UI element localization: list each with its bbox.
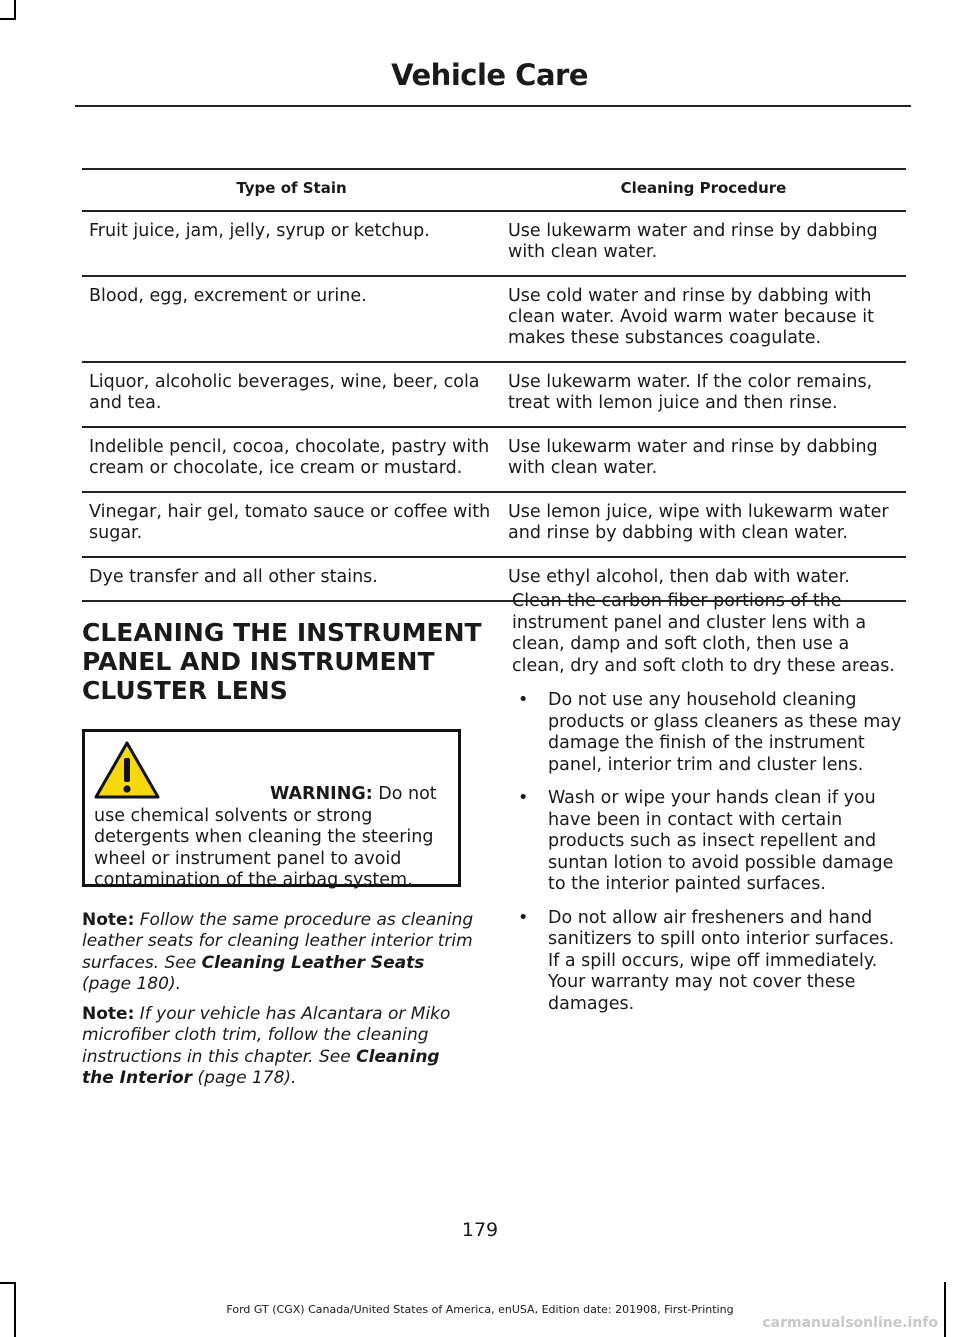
stain-type-cell: Vinegar, hair gel, tomato sauce or coffee with sugar.: [82, 492, 501, 557]
table-row: [82, 211, 906, 276]
procedure-cell: Use lemon juice, wipe with lukewarm water and rinse by dabbing with clean water.: [501, 492, 906, 557]
note-paragraph: [82, 1004, 477, 1089]
stain-type-cell: Liquor, alcoholic beverages, wine, beer, cola and tea.: [82, 362, 501, 427]
note-page-ref: (page 178).: [192, 1067, 297, 1088]
bullet-icon: •: [518, 907, 529, 928]
procedure-cell: Use lukewarm water and rinse by dabbing with clean water.: [501, 427, 906, 492]
intro-paragraph: Clean the carbon fiber portions of the instrument panel and cluster lens with a clean, damp and soft cloth, then use a clean, dry and soft cloth to dry these areas.: [512, 591, 895, 676]
note-text: If your vehicle has Alcantara or Miko microfiber cloth trim, follow the cleaning instructions in this chapter. See: [82, 1004, 451, 1067]
crop-mark: [0, 1282, 16, 1284]
procedure-cell: Use lukewarm water and rinse by dabbing with clean water.: [501, 211, 906, 276]
right-column: [512, 591, 904, 1027]
header-rule: [75, 105, 911, 107]
bullet-icon: •: [518, 788, 529, 808]
stain-type-cell: Dye transfer and all other stains.: [82, 557, 501, 601]
note-label: Note:: [82, 1004, 135, 1024]
list-item: [512, 690, 904, 776]
page-number: 179: [461, 1219, 499, 1241]
crop-mark: [14, 0, 16, 18]
table-header-row: [82, 169, 906, 211]
watermark: carmanualsonline.info: [762, 1315, 938, 1331]
table-row: [82, 276, 906, 362]
table-row: [82, 427, 906, 492]
stain-type-cell: Fruit juice, jam, jelly, syrup or ketchup.: [82, 211, 501, 276]
note-text: Follow the same procedure as cleaning leather seats for cleaning leather interior trim surfaces. See: [82, 910, 474, 973]
table-row: [82, 492, 906, 557]
procedure-cell: Use lukewarm water. If the color remains, treat with lemon juice and then rinse.: [501, 362, 906, 427]
list-item-text: Do not use any household cleaning products or glass cleaners as these may damage the finish of the instrument panel, interior trim and cluster lens.: [548, 690, 902, 775]
column-header-procedure: Cleaning Procedure: [501, 169, 906, 211]
warning-label: WARNING:: [270, 784, 373, 804]
page-header-title: Vehicle Care: [391, 58, 588, 92]
stain-type-cell: Blood, egg, excrement or urine.: [82, 276, 501, 362]
note-paragraph: [82, 910, 477, 995]
note-label: Note:: [82, 910, 135, 930]
cross-reference-link[interactable]: Cleaning Leather Seats: [201, 952, 425, 973]
stain-table: [82, 168, 906, 602]
procedure-cell: Use cold water and rinse by dabbing with clean water. Avoid warm water because it makes these substances coagulate.: [501, 276, 906, 362]
list-item: [512, 788, 904, 896]
bullet-list: [512, 690, 904, 1015]
procedure-cell: Use ethyl alcohol, then dab with water.: [501, 557, 906, 601]
table-row: [82, 362, 906, 427]
warning-box: [82, 729, 461, 890]
cross-reference-link[interactable]: Cleaning the Interior: [82, 1046, 440, 1088]
list-item-text: Wash or wipe your hands clean if you have been in contact with certain products such as insect repellent and suntan lotion to avoid possible damage to the interior painted surfaces.: [548, 788, 894, 894]
column-header-stain: Type of Stain: [82, 169, 501, 211]
note-page-ref: (page 180).: [82, 973, 181, 994]
stain-type-cell: Indelible pencil, cocoa, chocolate, pastry with cream or chocolate, ice cream or mustard.: [82, 427, 501, 492]
list-item-text: Do not allow air fresheners and hand sanitizers to spill onto interior surfaces. If a spill occurs, wipe off immediately. Your warranty may not cover these damages.: [548, 907, 895, 1014]
warning-body: Do not use chemical solvents or strong detergents when cleaning the steering wheel or instrument panel to avoid contamination of the airbag system.: [94, 784, 437, 890]
bullet-icon: •: [518, 690, 529, 710]
list-item: [512, 908, 904, 1016]
edition-footer: Ford GT (CGX) Canada/United States of America, enUSA, Edition date: 201908, First-Printing: [226, 1303, 734, 1316]
crop-mark: [0, 18, 16, 20]
warning-text: [94, 784, 470, 892]
section-heading: CLEANING THE INSTRUMENT PANEL AND INSTRUMENT CLUSTER LENS: [82, 618, 482, 705]
